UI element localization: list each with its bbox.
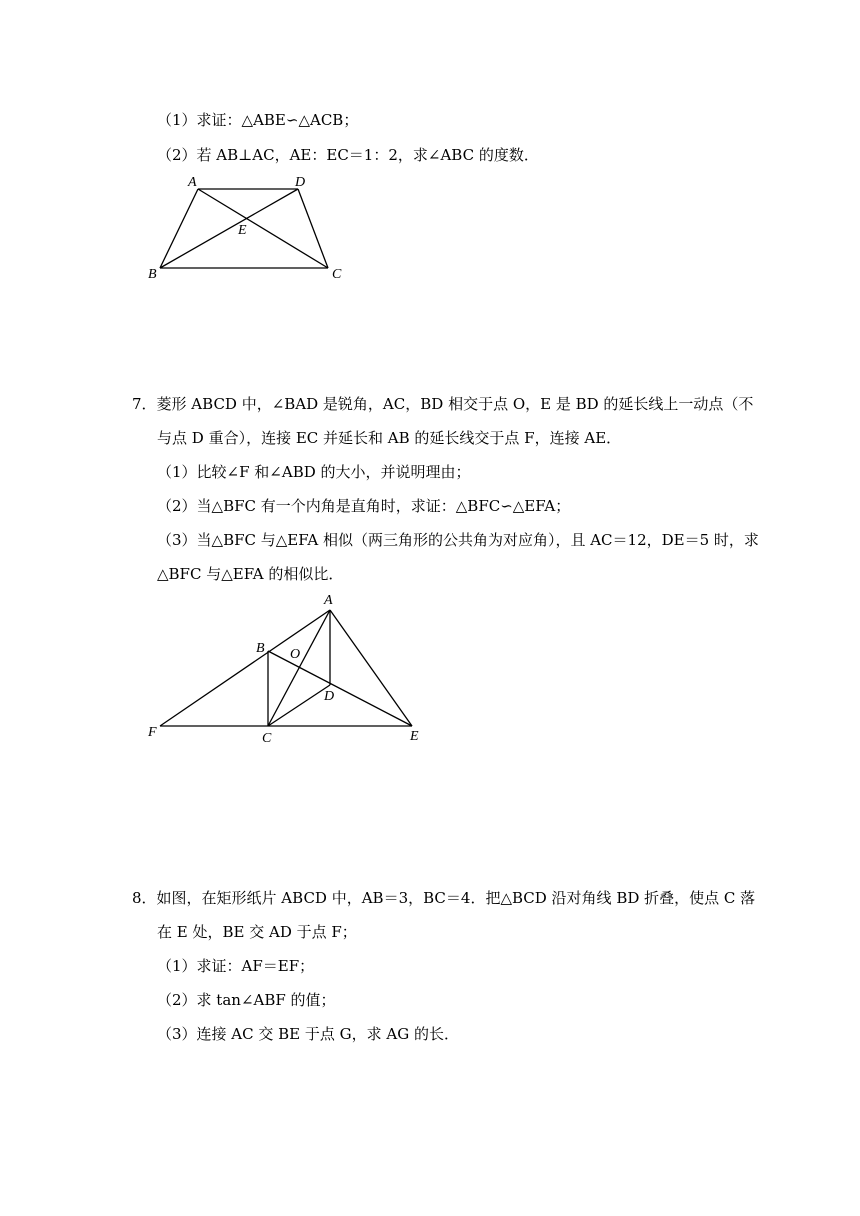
q8-stem-line2: 在 E 处，BE 交 AD 于点 F； [157, 923, 357, 941]
q6-label-d: D [295, 175, 306, 190]
q7-part3-line2: △BFC 与△EFA 的相似比． [157, 565, 344, 583]
q6-label-b: B [148, 267, 157, 282]
q6-label-a: A [188, 175, 197, 190]
q8-part1: （1）求证：AF＝EF； [157, 957, 315, 975]
q7-label-a: A [324, 593, 333, 608]
q6-part1: （1）求证：△ABE∽△ACB； [157, 111, 359, 129]
q7-label-c: C [262, 731, 272, 746]
q6-part2: （2）若 AB⊥AC，AE：EC＝1：2，求∠ABC 的度数． [157, 146, 539, 164]
q7-label-b: B [256, 641, 265, 656]
q6-label-c: C [332, 267, 342, 282]
q8-stem-line1: 8．如图，在矩形纸片 ABCD 中，AB＝3，BC＝4．把△BCD 沿对角线 BD 折叠，使点 C 落 [132, 889, 756, 907]
q7-stem-line1: 7．菱形 ABCD 中，∠BAD 是锐角，AC，BD 相交于点 O，E 是 BD 的延长线上一动点（不 [132, 395, 754, 413]
q8-part2: （2）求 tan∠ABF 的值； [157, 991, 336, 1009]
q7-rhombus-figure [140, 588, 430, 748]
q7-part2: （2）当△BFC 有一个内角是直角时，求证：△BFC∽△EFA； [157, 497, 571, 515]
q7-label-d: D [324, 689, 335, 704]
q7-label-f: F [148, 725, 157, 740]
q7-label-e: E [410, 729, 419, 744]
q7-stem-line2: 与点 D 重合），连接 EC 并延长和 AB 的延长线交于点 F，连接 AE． [157, 429, 622, 447]
q7-part3-line1: （3）当△BFC 与△EFA 相似（两三角形的公共角为对应角），且 AC＝12，DE＝5 时，求 [157, 531, 759, 549]
q6-label-e: E [238, 223, 247, 238]
q7-part1: （1）比较∠F 和∠ABD 的大小，并说明理由； [157, 463, 471, 481]
q8-part3: （3）连接 AC 交 BE 于点 G，求 AG 的长． [157, 1025, 460, 1043]
q6-trapezoid-figure [140, 172, 360, 284]
q7-label-o: O [290, 647, 301, 662]
